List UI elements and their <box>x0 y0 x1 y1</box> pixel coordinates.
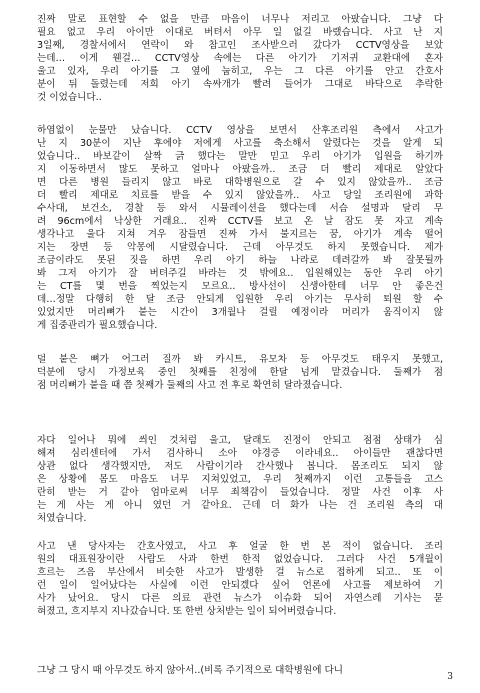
text-line: 하염없이 눈물만 났습니다. CCTV 영상을 보면서 산후조리원 측에서 사고가 <box>37 125 443 136</box>
page-number: 3 <box>447 672 453 682</box>
text-line: 봐 그저 아기가 잘 버텨주길 바라는 것 밖에요.. 입원해있는 동안 우리 아기 <box>37 268 443 279</box>
text-line: 점 머리뼈가 붙을 때 쯤 첫째가 둘째의 사고 전 후로 확연히 달라졌습니다. <box>37 380 343 391</box>
text-line: 덕분에 당시 가정보육 중인 첫째를 친정에 한달 넘게 맡겼습니다. 둘째가 점 <box>37 367 443 378</box>
text-line: 난 지 30분이 지난 후에야 저에게 사고를 축소해서 알렸다는 것을 알게 되 <box>37 138 443 149</box>
text-line: 그냥 그 당시 때 아무것도 하지 않아서..(비록 주기적으로 대학병원에 다니 <box>37 665 344 676</box>
text-line: 수사대, 보건소, 경찰 등 와서 시뮬레이션을 했다는데 서슴 설명과 달리 무 <box>37 203 443 214</box>
text-line: 지 이동하면서 많도 못하고 얼마나 아팠을까.. 조금 더 빨리 제대로 알았다 <box>37 164 443 175</box>
text-line: 사가 났어요. 당시 다른 의료 관련 뉴스가 이슈화 되어 자연스레 기사는 묻 <box>37 593 443 604</box>
text-line: 은 상황에 몸도 마음도 너무 지쳐있었고, 우리 첫째까지 이런 고통들을 고스 <box>37 474 443 485</box>
text-line: 란히 받는 거 같아 엄마로써 너무 죄책감이 들었습니다. 정말 사건 이후 사 <box>37 487 443 498</box>
text-line: 더 빨리 제대로 치료를 받을 수 있지 않았을까.. 사고 당일 조리원에 과학 <box>37 190 443 201</box>
text-line: 3일째, 경찰서에서 연락이 와 참고인 조사받으러 갔다가 CCTV영상을 보았 <box>37 40 443 51</box>
text-line: 덜 붙은 뼈가 어그러 질까 봐 카시트, 유모차 등 아무것도 태우지 못했고, <box>37 354 443 365</box>
text-line: 필요 없고 우리 아이만 이대로 버텨서 아무 일 없길 바랬습니다. 사고 난 지 <box>37 27 443 38</box>
text-line: 지는 장면 등 악몽에 시달렸습니다. 근데 아무것도 하지 못했습니다. 제가 <box>37 242 443 253</box>
text-line: 사고 낸 당사자는 간호사였고, 사고 후 얼굴 한 번 본 적이 없습니다. 조리 <box>37 541 443 552</box>
text-line: 데…정말 다행히 한 달 조금 안되게 입원한 우리 아기는 무사히 퇴원 할 수 <box>37 294 443 305</box>
text-line: 것 이었습니다.. <box>37 92 102 103</box>
text-line: 게 집중관리가 필요했습니다. <box>37 320 158 331</box>
text-line: 진짜 말로 표현할 수 없을 만큼 마음이 너무나 저리고 아팠습니다. 그냥 다 <box>37 14 443 25</box>
text-line: 원의 대표원장이란 사람도 사과 한번 한적 없었습니다. 그러다 사건 5개월이 <box>37 554 443 565</box>
text-line: 울고 있자, 우리 아기를 그 옆에 눕히고, 우는 그 다른 아기를 안고 간호사 <box>37 66 443 77</box>
text-line: 혀졌고, 흐지부지 지나갔습니다. 또 한번 상처받는 일이 되어버렸습니다. <box>37 606 337 617</box>
text-line: 흐르는 즈음 부산에서 비슷한 사고가 발생한 걸 뉴스로 접하게 되고.. 또 이 <box>37 567 443 578</box>
text-line: 었습니다.. 바보같이 살짝 긁 했다는 말만 믿고 우리 아기가 입원을 하기까 <box>37 151 443 162</box>
text-line: 생각나고 울다 지쳐 겨우 잠들면 진짜 가서 불지르는 꿈, 아기가 계속 떨어 <box>37 229 443 240</box>
text-line: 면 다른 병원 들리지 않고 바로 대학병원으로 갈 수 있지 않았을까.. 조금 <box>37 177 443 188</box>
text-line: 있었지만 머리뼈가 붙는 시간이 3개월나 걸릴 예정이라 머리가 움직이지 않 <box>37 307 443 318</box>
text-line: 런 일이 일어났다는 사실에 이런 안되겠다 싶어 언론에 사고를 제보하여 기 <box>37 580 443 591</box>
text-line: 는데… 이게 웬걸… CCTV영상 속에는 다른 아기가 기저귀 교환대에 혼자 <box>37 53 443 64</box>
text-line: 상관 없다 생각했지만, 저도 사람이기라 간사했나 봅니다. 몸조리도 되지 않 <box>37 461 443 472</box>
text-line: 자다 일어나 뭐에 씌인 것처럼 울고, 달래도 진정이 안되고 점점 상태가 심 <box>37 435 443 446</box>
text-line: 는 게 사는 게 아니 였던 거 같아요. 근데 더 화가 나는 건 조리원 측의 대 <box>37 500 443 511</box>
text-line: 려 96cm에서 낙상한 거래요.. 진짜 CCTV를 보고 온 날 잠도 못 자고 계속 <box>37 216 443 227</box>
text-line: 분이 뒤 돌렸는데 저희 아기 속싸개가 빨려 들어가 그대로 바닥으로 추락한 <box>37 79 443 90</box>
text-line: 처였습니다. <box>37 513 87 524</box>
text-line: 해져 심리센터에 가서 검사하니 소아 야경증 이라네요.. 아이들만 괜찮다면 <box>37 448 443 459</box>
text-line: 조금이라도 못된 짓을 하면 우리 아기 하늘 나라로 데려갈까 봐 잘못될까 <box>37 255 443 266</box>
text-line: 는 CT를 몇 번을 찍었는지 모르요.. 방사선이 신생아한테 너무 안 좋은건 <box>37 281 443 292</box>
